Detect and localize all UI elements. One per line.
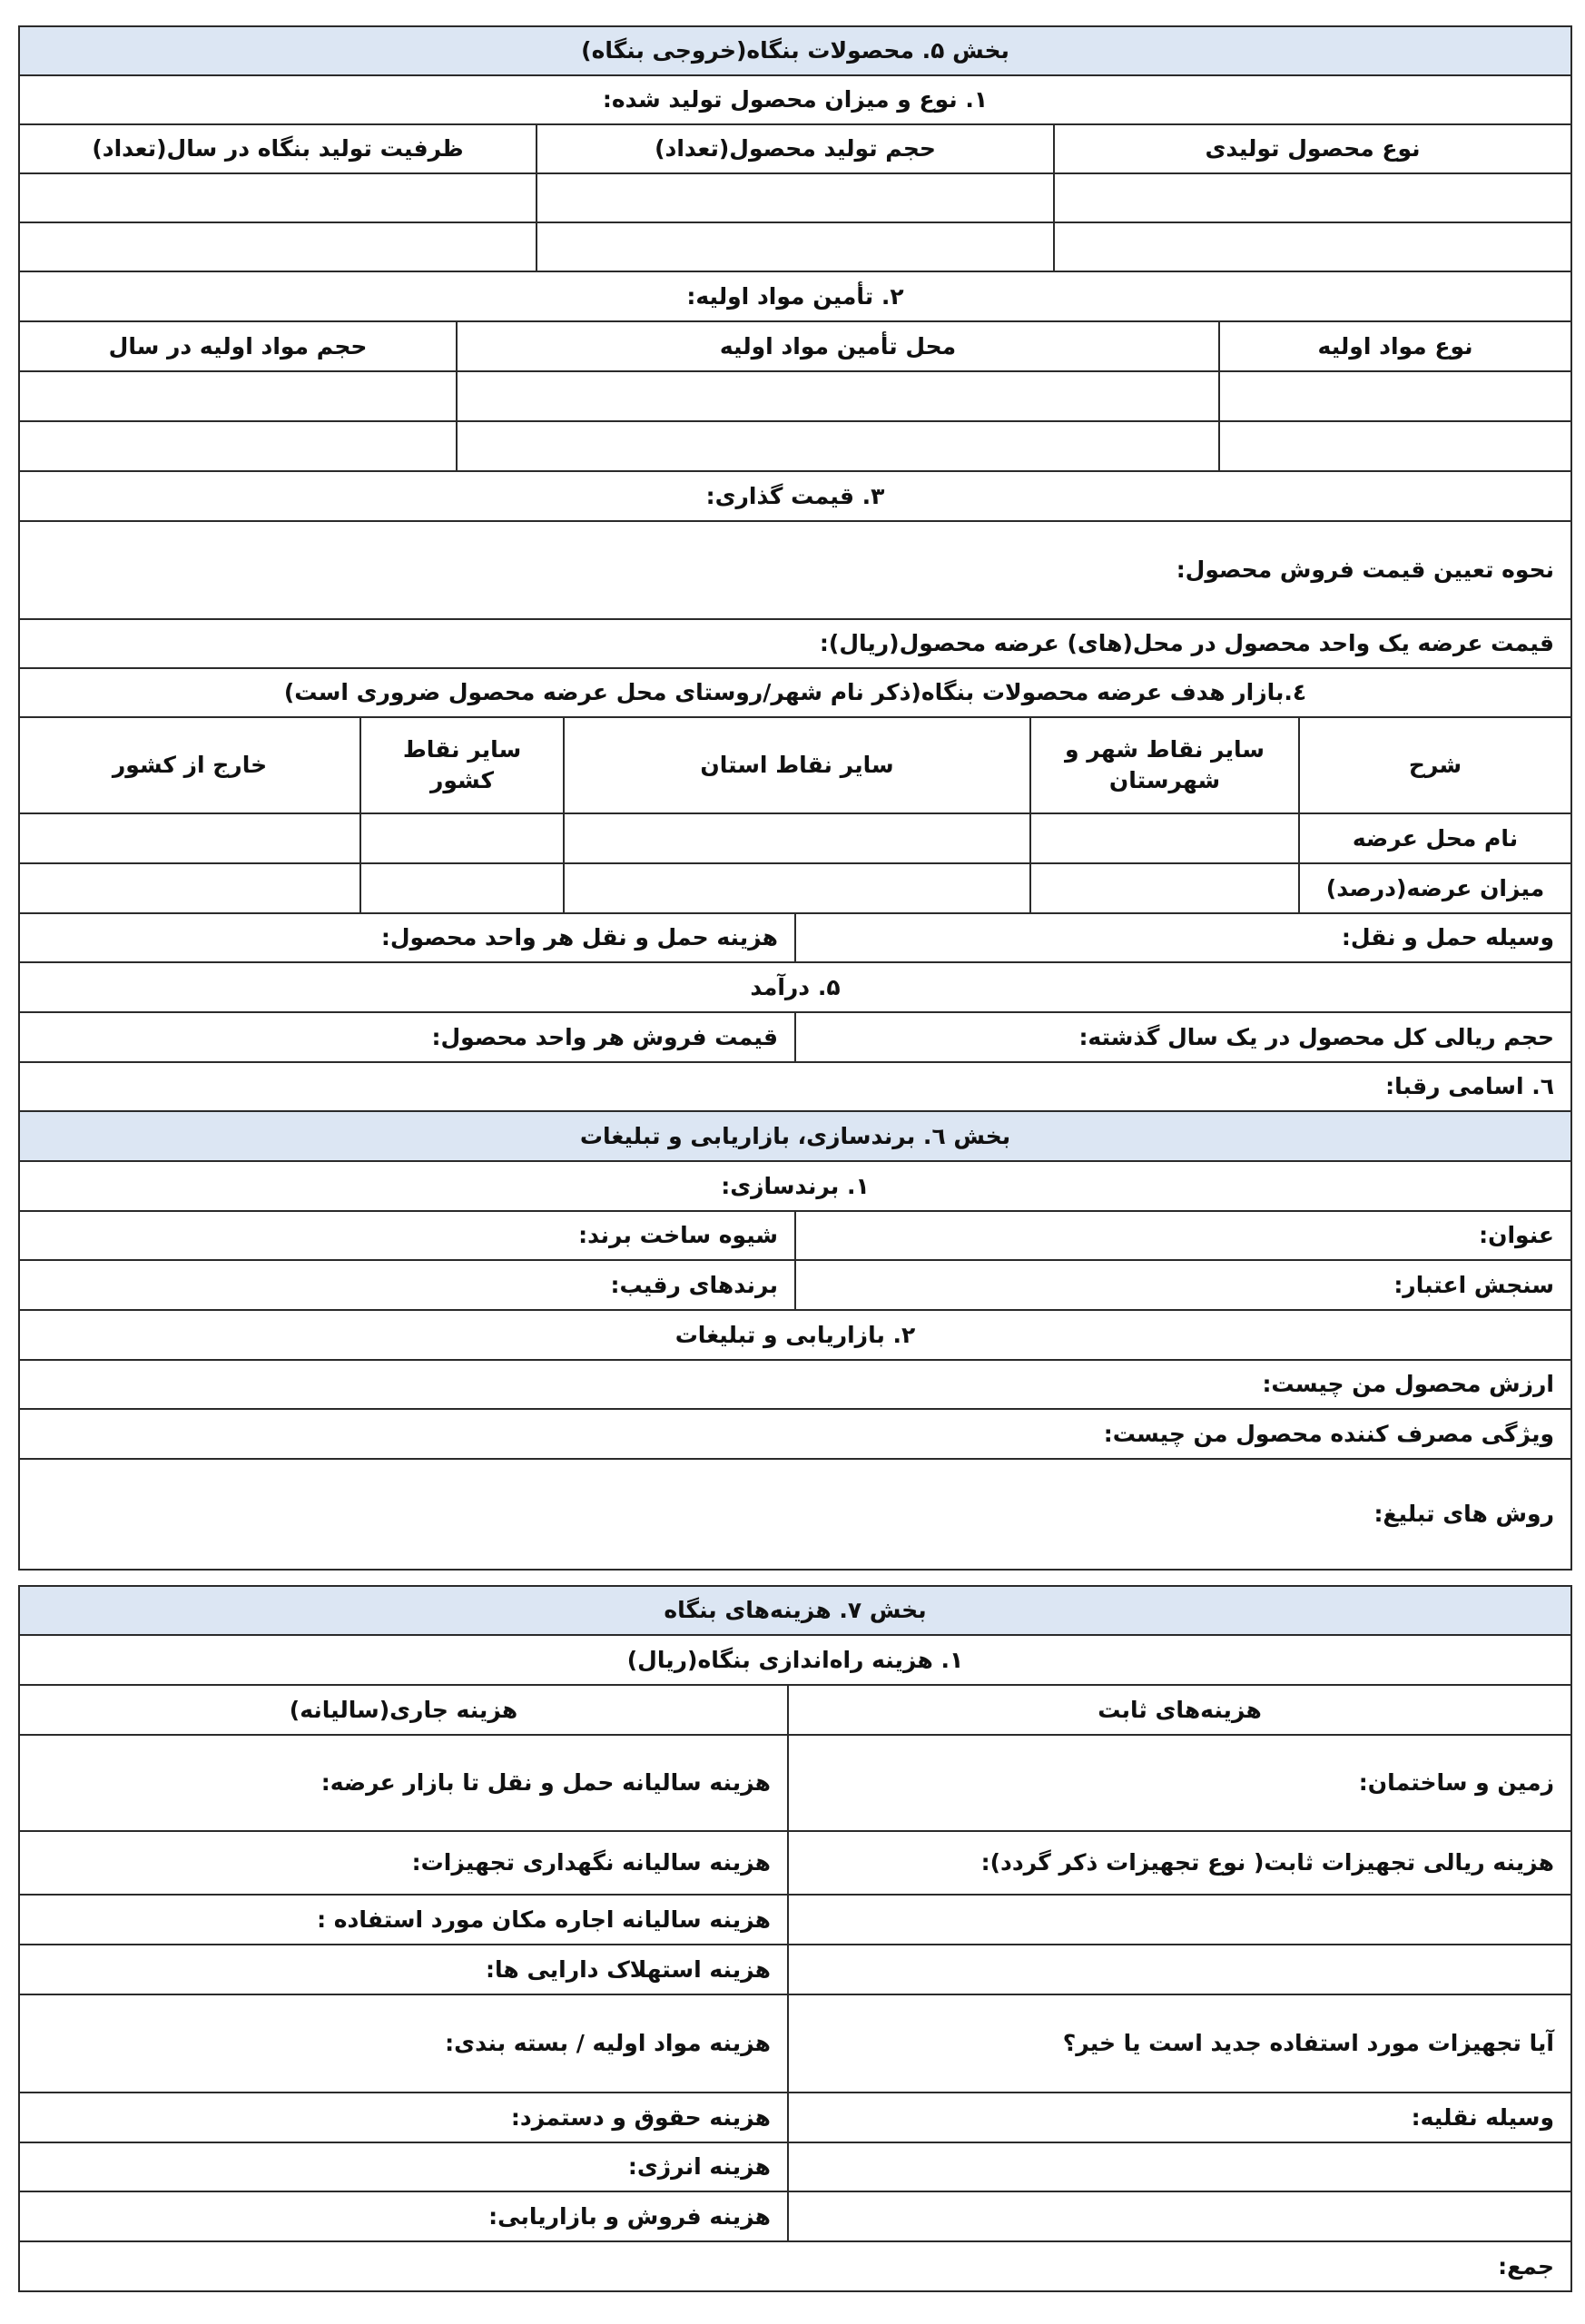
transport-annual-field[interactable]: هزینه سالیانه حمل و نقل تا بازار عرضه: xyxy=(19,1735,788,1831)
col-material-type: نوع مواد اولیه xyxy=(1219,321,1571,371)
col-description: شرح xyxy=(1299,717,1571,813)
col-production-capacity: ظرفیت تولید بنگاه در سال(تعداد) xyxy=(19,124,537,173)
empty-cost-cell[interactable] xyxy=(788,2191,1571,2241)
materials-heading: ۲. تأمین مواد اولیه: xyxy=(19,271,1571,321)
market-cell[interactable] xyxy=(1030,813,1299,863)
product-cell[interactable] xyxy=(537,222,1054,271)
ad-methods-field[interactable]: روش های تبلیغ: xyxy=(19,1459,1571,1570)
col-current-costs: هزینه جاری(سالیانه) xyxy=(19,1685,788,1735)
empty-cost-cell[interactable] xyxy=(788,2142,1571,2191)
equipment-fixed-field[interactable]: هزینه ریالی تجهیزات ثابت( نوع تجهیزات ذکر گردد): xyxy=(788,1831,1571,1895)
consumer-traits-field[interactable]: ویژگی مصرف کننده محصول من چیست: xyxy=(19,1409,1571,1459)
land-building-field[interactable]: زمین و ساختمان: xyxy=(788,1735,1571,1831)
market-heading: ٤.بازار هدف عرضه محصولات بنگاه(ذکر نام شهر/روستای محل عرضه محصول ضروری است) xyxy=(19,668,1571,717)
col-material-volume: حجم مواد اولیه در سال xyxy=(19,321,457,371)
market-cell[interactable] xyxy=(564,863,1030,913)
col-production-volume: حجم تولید محصول(تعداد) xyxy=(537,124,1054,173)
market-cell[interactable] xyxy=(360,813,564,863)
income-heading: ۵. درآمد xyxy=(19,962,1571,1012)
rent-annual-field[interactable]: هزینه سالیانه اجاره مکان مورد استفاده : xyxy=(19,1895,788,1945)
equipment-new-field[interactable]: آیا تجهیزات مورد استفاده جدید است یا خیر؟ xyxy=(788,1994,1571,2093)
material-cell[interactable] xyxy=(19,421,457,471)
material-cell[interactable] xyxy=(457,421,1219,471)
annual-volume-field[interactable]: حجم ریالی کل محصول در یک سال گذشته: xyxy=(795,1012,1571,1062)
pricing-heading: ۳. قیمت گذاری: xyxy=(19,471,1571,521)
transport-cost-field[interactable]: هزینه حمل و نقل هر واحد محصول: xyxy=(19,913,795,962)
transport-income-table xyxy=(18,912,1572,1311)
section7-title: بخش ۷. هزینه‌های بنگاه xyxy=(19,1586,1571,1635)
product-heading: ۱. نوع و میزان محصول تولید شده: xyxy=(19,75,1571,124)
market-cell[interactable] xyxy=(19,813,360,863)
brand-method-field[interactable]: شیوه ساخت برند: xyxy=(19,1211,795,1260)
costs-table xyxy=(18,1585,1572,2292)
product-cell[interactable] xyxy=(19,173,537,222)
product-cell[interactable] xyxy=(1054,222,1571,271)
col-material-source: محل تأمین مواد اولیه xyxy=(457,321,1219,371)
product-cell[interactable] xyxy=(19,222,537,271)
market-cell[interactable] xyxy=(360,863,564,913)
salaries-field[interactable]: هزینه حقوق و دستمزد: xyxy=(19,2093,788,2142)
energy-field[interactable]: هزینه انرژی: xyxy=(19,2142,788,2191)
col-product-type: نوع محصول تولیدی xyxy=(1054,124,1571,173)
col-fixed-costs: هزینه‌های ثابت xyxy=(788,1685,1571,1735)
market-cell[interactable] xyxy=(19,863,360,913)
credit-check-field[interactable]: سنجش اعتبار: xyxy=(795,1260,1571,1310)
material-cell[interactable] xyxy=(1219,371,1571,421)
unit-sale-price-field[interactable]: قیمت فروش هر واحد محصول: xyxy=(19,1012,795,1062)
row-supply-percent: میزان عرضه(درصد) xyxy=(1299,863,1571,913)
product-cell[interactable] xyxy=(537,173,1054,222)
market-table xyxy=(18,716,1572,914)
marketing-heading: ۲. بازاریابی و تبلیغات xyxy=(19,1310,1571,1360)
competitors-field[interactable]: ٦. اسامی رقبا: xyxy=(19,1062,1571,1111)
section5-title: بخش ۵. محصولات بنگاه(خروجی بنگاه) xyxy=(19,26,1571,75)
brand-title-field[interactable]: عنوان: xyxy=(795,1211,1571,1260)
pricing-table xyxy=(18,470,1572,718)
transport-vehicle-field[interactable]: وسیله حمل و نقل: xyxy=(795,913,1571,962)
maintenance-annual-field[interactable]: هزینه سالیانه نگهداری تجهیزات: xyxy=(19,1831,788,1895)
col-country-points: سایر نقاط کشور xyxy=(360,717,564,813)
col-abroad: خارج از کشور xyxy=(19,717,360,813)
branding-heading: ۱. برندسازی: xyxy=(19,1161,1571,1211)
setup-heading: ۱. هزینه راه‌اندازی بنگاه(ریال) xyxy=(19,1635,1571,1685)
material-cell[interactable] xyxy=(457,371,1219,421)
market-cell[interactable] xyxy=(564,813,1030,863)
depreciation-field[interactable]: هزینه استهلاک دارایی ها: xyxy=(19,1945,788,1994)
row-supply-place: نام محل عرضه xyxy=(1299,813,1571,863)
col-city-points: سایر نقاط شهر و شهرستان xyxy=(1030,717,1299,813)
total-field[interactable]: جمع: xyxy=(19,2241,1571,2291)
market-cell[interactable] xyxy=(1030,863,1299,913)
empty-cost-cell[interactable] xyxy=(788,1945,1571,1994)
materials-table xyxy=(18,271,1572,472)
unit-price-field[interactable]: قیمت عرضه یک واحد محصول در محل(های) عرضه محصول(ریال): xyxy=(19,619,1571,668)
material-cell[interactable] xyxy=(19,371,457,421)
col-province-points: سایر نقاط استان xyxy=(564,717,1030,813)
pricing-method-field[interactable]: نحوه تعیین قیمت فروش محصول: xyxy=(19,521,1571,619)
section6-title: بخش ٦. برندسازی، بازاریابی و تبلیغات xyxy=(19,1111,1571,1161)
rival-brands-field[interactable]: برندهای رقیب: xyxy=(19,1260,795,1310)
materials-packaging-field[interactable]: هزینه مواد اولیه / بسته بندی: xyxy=(19,1994,788,2093)
vehicle-field[interactable]: وسیله نقلیه: xyxy=(788,2093,1571,2142)
product-value-field[interactable]: ارزش محصول من چیست: xyxy=(19,1360,1571,1409)
empty-cost-cell[interactable] xyxy=(788,1895,1571,1945)
sales-marketing-field[interactable]: هزینه فروش و بازاریابی: xyxy=(19,2191,788,2241)
material-cell[interactable] xyxy=(1219,421,1571,471)
product-cell[interactable] xyxy=(1054,173,1571,222)
marketing-table xyxy=(18,1309,1572,1571)
section5-product-table xyxy=(18,25,1572,272)
